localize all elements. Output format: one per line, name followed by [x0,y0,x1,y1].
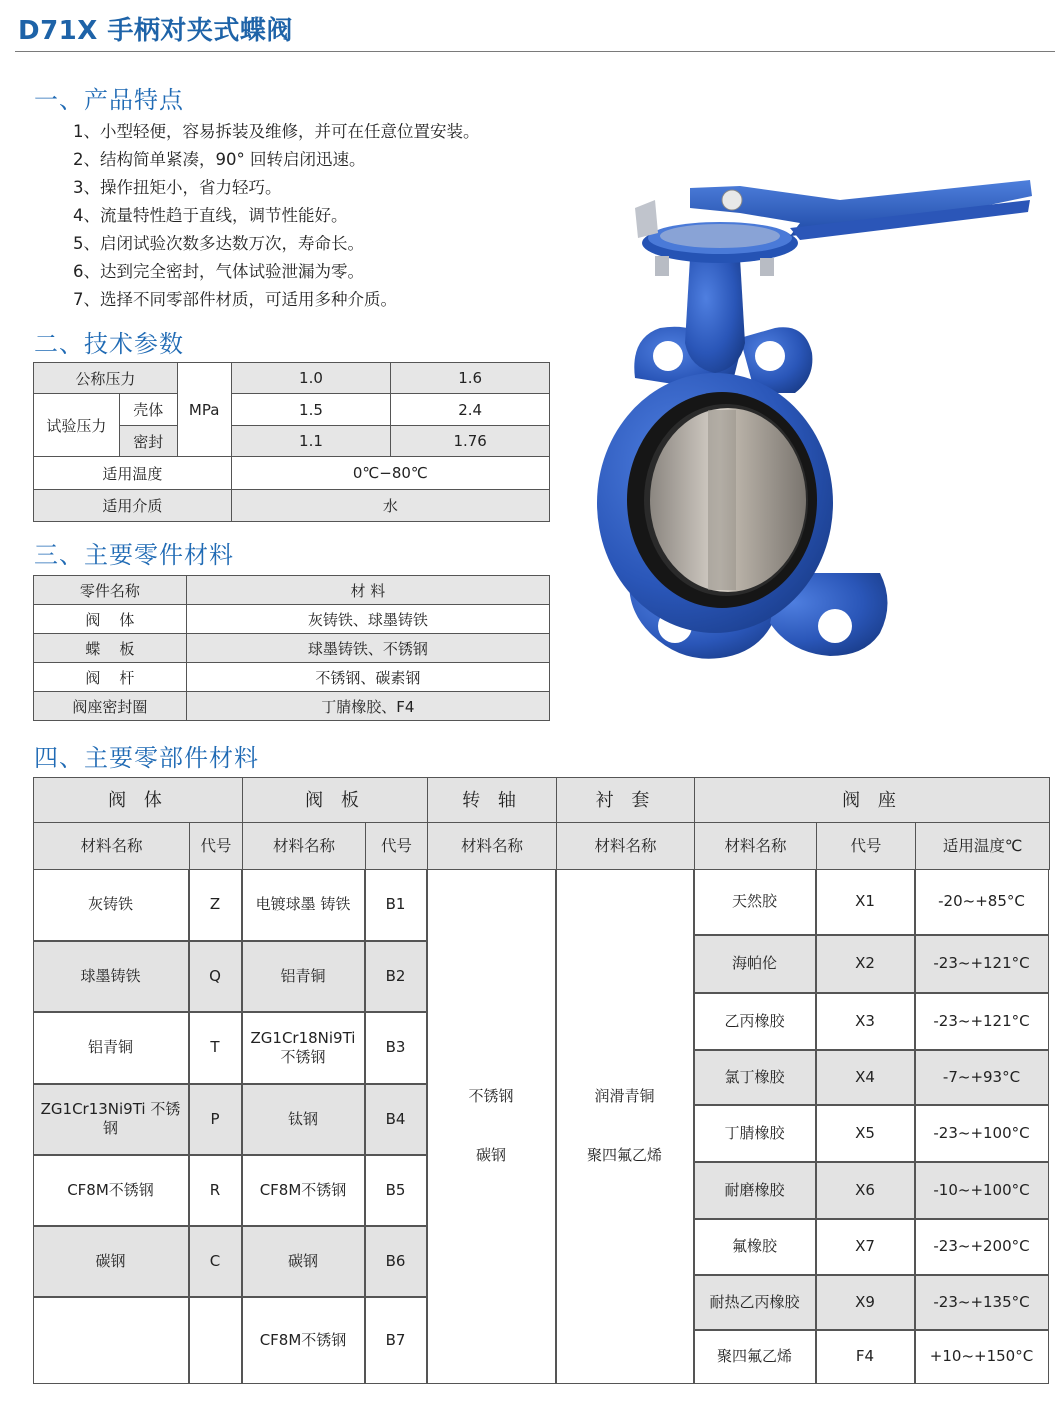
subheader-code: 代号 [817,823,916,870]
tech-cell: 1.1 [231,426,391,457]
seat-material-name: 氟橡胶 [694,1219,816,1275]
header-bushing: 衬 套 [557,778,695,823]
seat-material-code: X2 [816,935,915,993]
body-material-name: 灰铸铁 [33,869,189,941]
seat-material-code: X7 [816,1219,915,1275]
disc-material-name: 铝青铜 [242,941,365,1012]
tech-cell: 1.0 [231,363,391,394]
subheader-material: 材料名称 [557,823,695,870]
shell-label: 壳体 [119,394,177,426]
disc-material-name: 钛钢 [242,1084,365,1155]
disc-material-code: B6 [365,1226,427,1297]
seat-material-code: X1 [816,869,915,935]
seat-temp-range: -20~+85°C [915,869,1049,935]
subheader-material: 材料名称 [428,823,557,870]
shaft-material: 碳钢 [475,1146,506,1164]
pressure-unit: MPa [177,363,231,457]
header-body: 阀 体 [34,778,243,823]
seat-material-code: X6 [816,1162,915,1219]
disc-material-code: B7 [365,1297,427,1384]
seat-material-name: 丁腈橡胶 [694,1105,816,1162]
disc-material-code: B1 [365,869,427,941]
seat-material-name: 天然胶 [694,869,816,935]
body-material-name: 铝青铜 [33,1012,189,1084]
disc-material-code: B3 [365,1012,427,1084]
header-shaft: 转 轴 [428,778,557,823]
seat-temp-range: -23~+121°C [915,993,1049,1050]
title-divider [15,51,1055,52]
disc-material-code: B2 [365,941,427,1012]
section-materials-heading: 四、主要零部件材料 [34,744,259,772]
body-material-code: C [189,1226,242,1297]
seat-temp-range: -10~+100°C [915,1162,1049,1219]
seat-temp-range: -7~+93°C [915,1050,1049,1105]
subheader-material: 材料名称 [695,823,817,870]
section-tech-heading: 二、技术参数 [34,330,184,358]
body-material-name: 球墨铸铁 [33,941,189,1012]
materials-table [33,777,1050,870]
part-material: 丁腈橡胶、F4 [186,692,549,721]
body-material-code: P [189,1084,242,1155]
disc-material-name: 电镀球墨 铸铁 [242,869,365,941]
shaft-materials [427,869,556,1384]
parts-header-material: 材 料 [186,576,549,605]
medium-label: 适用介质 [34,490,232,522]
body-material-name: CF8M不锈钢 [33,1155,189,1226]
header-seat: 阀 座 [695,778,1050,823]
seat-material-code: X5 [816,1105,915,1162]
tech-cell: 1.6 [391,363,550,394]
feature-item: 2、结构简单紧凑，90° 回转启闭迅速。 [73,150,366,169]
features-list [73,118,480,314]
tech-params-table [33,362,550,522]
part-name: 阀座密封圈 [34,692,187,721]
disc-material-name: CF8M不锈钢 [242,1155,365,1226]
seal-label: 密封 [119,426,177,457]
parts-header-name: 零件名称 [34,576,187,605]
parts-table [33,575,550,721]
body-material-code: Z [189,869,242,941]
shaft-material: 不锈钢 [468,1087,514,1105]
disc-material-name: CF8M不锈钢 [242,1297,365,1384]
tech-cell: 1.76 [391,426,550,457]
feature-item: 1、小型轻便，容易拆装及维修，并可在任意位置安装。 [73,122,480,141]
feature-item: 5、启闭试验次数多达数万次，寿命长。 [73,234,364,253]
feature-item: 7、选择不同零部件材质，可适用多种介质。 [73,290,397,309]
seat-temp-range: -23~+121°C [915,935,1049,993]
seat-material-name: 耐热乙丙橡胶 [694,1275,816,1330]
temp-label: 适用温度 [34,457,232,490]
body-material-name [33,1297,189,1384]
bushing-materials [556,869,694,1384]
part-name: 阀 杆 [34,663,187,692]
part-material: 不锈钢、碳素钢 [186,663,549,692]
subheader-material: 材料名称 [34,823,190,870]
seat-temp-range: +10~+150°C [915,1330,1049,1384]
temp-value: 0℃−80℃ [231,457,549,490]
subheader-temp: 适用温度℃ [916,823,1050,870]
seat-material-name: 乙丙橡胶 [694,993,816,1050]
seat-material-name: 海帕伦 [694,935,816,993]
section-features-heading: 一、产品特点 [34,86,184,114]
subheader-material: 材料名称 [243,823,366,870]
part-name: 阀 体 [34,605,187,634]
part-material: 球墨铸铁、不锈钢 [186,634,549,663]
bushing-material: 聚四氟乙烯 [586,1146,662,1164]
seat-material-name: 聚四氟乙烯 [694,1330,816,1384]
header-disc: 阀 板 [243,778,428,823]
feature-item: 4、流量特性趋于直线，调节性能好。 [73,206,348,225]
disc-material-name: ZG1Cr18Ni9Ti 不锈钢 [242,1012,365,1084]
subheader-code: 代号 [190,823,243,870]
materials-table-body [33,869,1049,1384]
body-material-code: R [189,1155,242,1226]
medium-value: 水 [231,490,549,522]
feature-item: 6、达到完全密封，气体试验泄漏为零。 [73,262,364,281]
feature-item: 3、操作扭矩小，省力轻巧。 [73,178,282,197]
disc-material-name: 碳钢 [242,1226,365,1297]
disc-material-code: B4 [365,1084,427,1155]
seat-temp-range: -23~+200°C [915,1219,1049,1275]
seat-material-code: X3 [816,993,915,1050]
seat-material-code: X9 [816,1275,915,1330]
seat-material-name: 耐磨橡胶 [694,1162,816,1219]
page-title: D71X 手柄对夹式蝶阀 [18,16,293,46]
subheader-code: 代号 [366,823,428,870]
section-parts-heading: 三、主要零件材料 [34,541,234,569]
disc-material-code: B5 [365,1155,427,1226]
nominal-pressure-label: 公称压力 [34,363,178,394]
seat-temp-range: -23~+100°C [915,1105,1049,1162]
body-material-code [189,1297,242,1384]
body-material-code: T [189,1012,242,1084]
part-name: 蝶 板 [34,634,187,663]
seat-material-code: F4 [816,1330,915,1384]
seat-temp-range: -23~+135°C [915,1275,1049,1330]
tech-cell: 1.5 [231,394,391,426]
body-material-code: Q [189,941,242,1012]
seat-material-code: X4 [816,1050,915,1105]
test-pressure-label: 试验压力 [34,394,120,457]
part-material: 灰铸铁、球墨铸铁 [186,605,549,634]
body-material-name: 碳钢 [33,1226,189,1297]
body-material-name: ZG1Cr13Ni9Ti 不锈钢 [33,1084,189,1155]
seat-material-name: 氯丁橡胶 [694,1050,816,1105]
tech-cell: 2.4 [391,394,550,426]
bushing-material: 润滑青铜 [594,1087,655,1105]
butterfly-valve-image [590,178,1035,663]
